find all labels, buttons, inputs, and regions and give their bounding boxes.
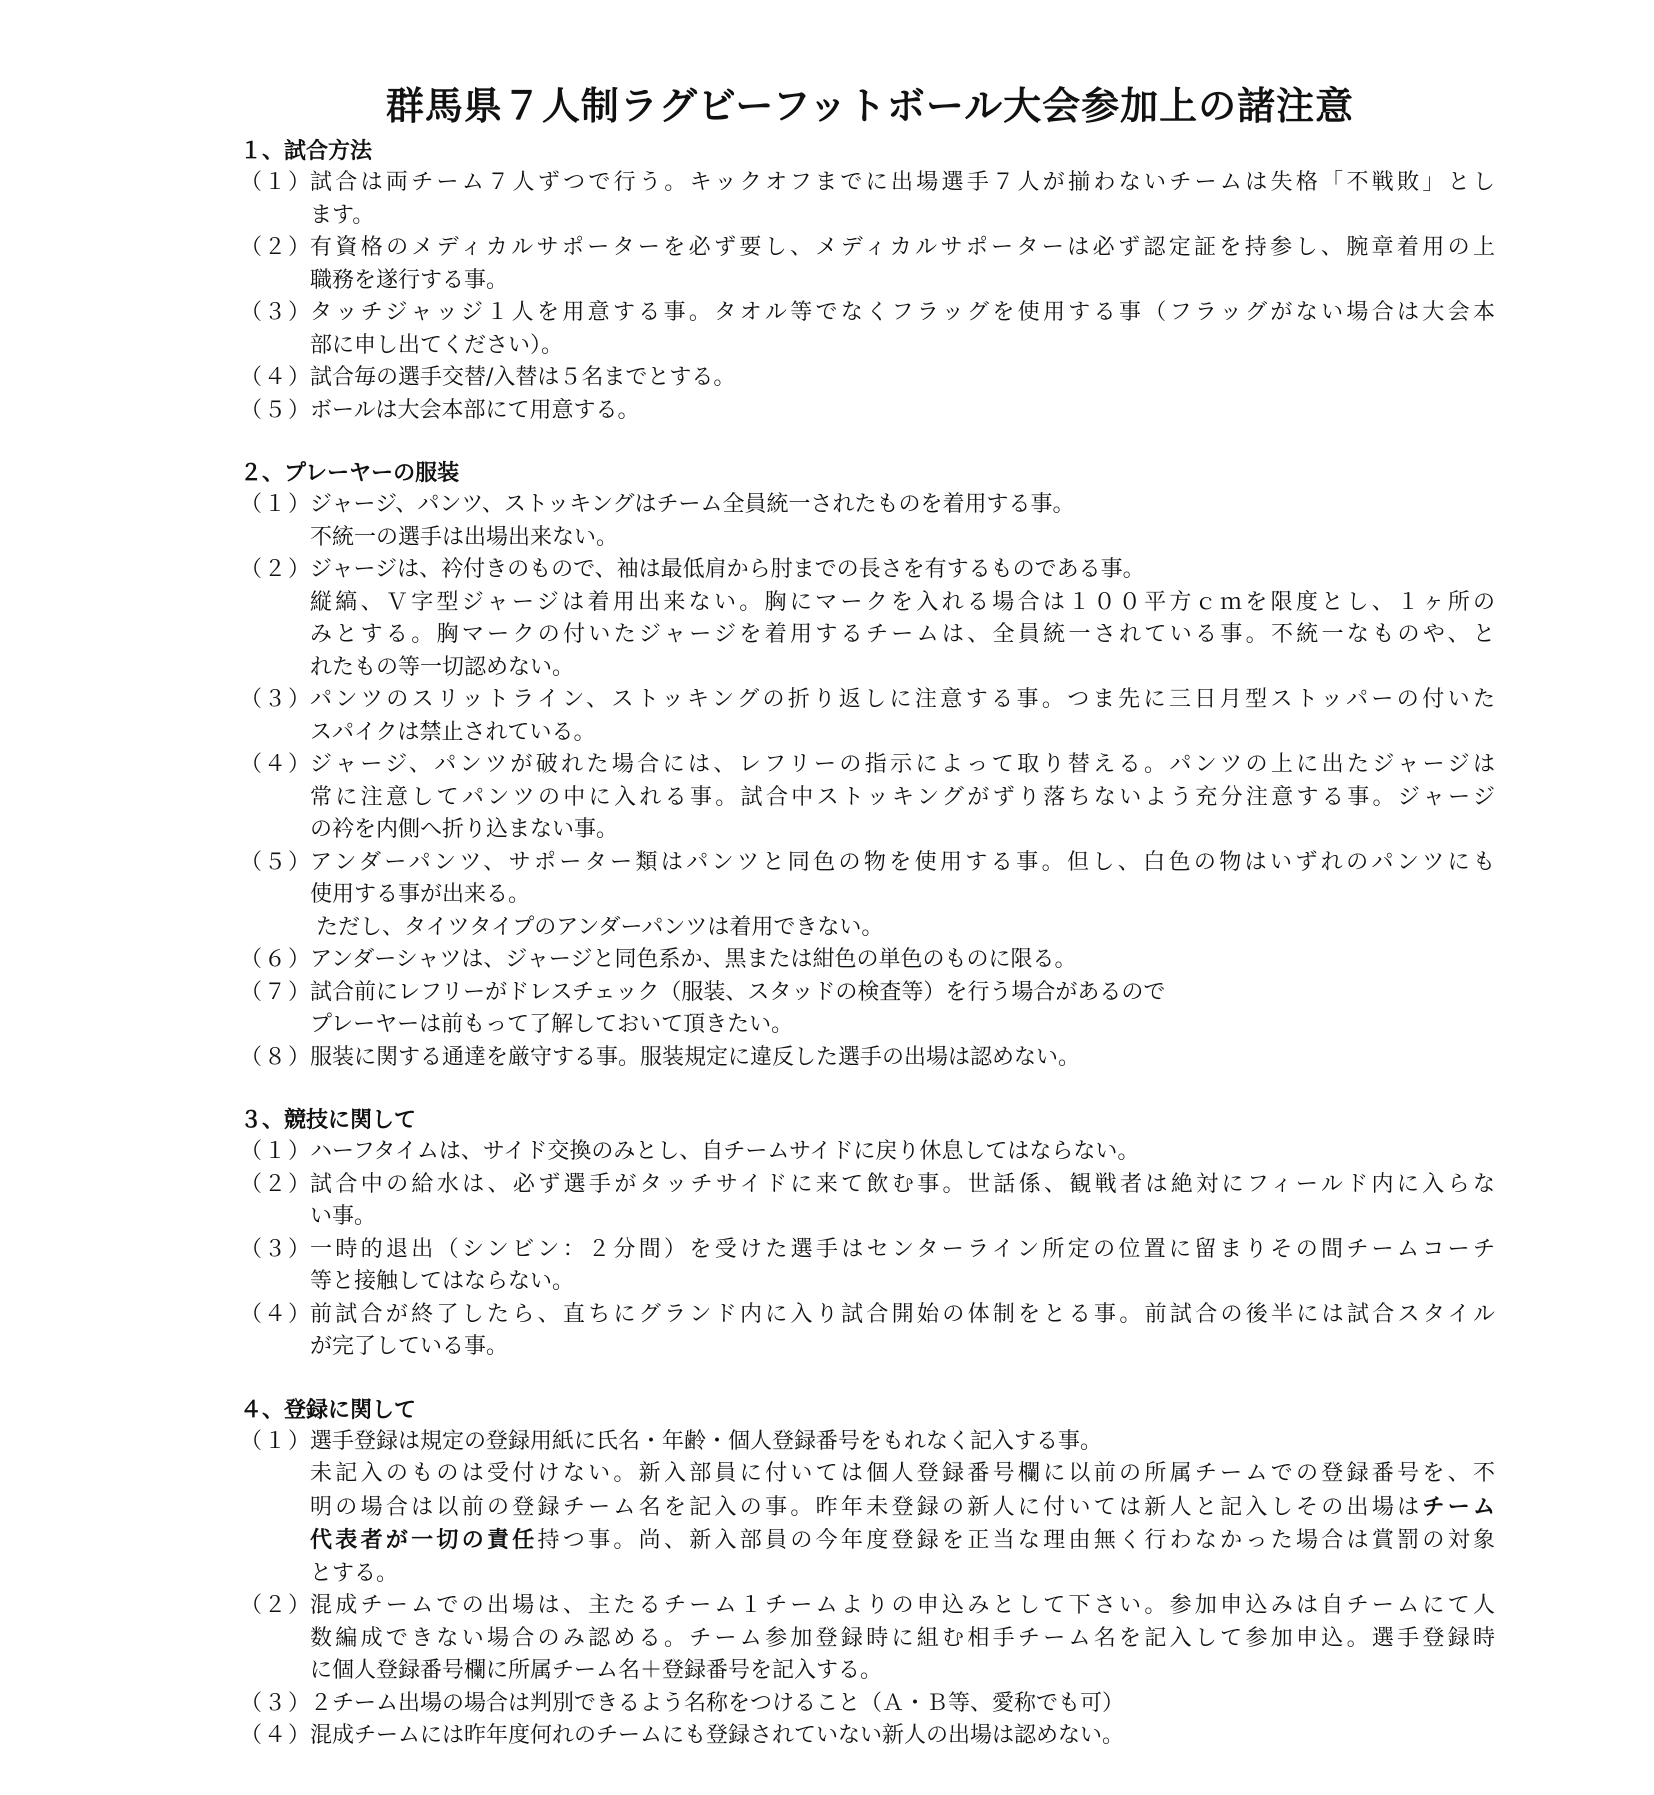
- section-heading: ３、競技に関して: [240, 1107, 417, 1133]
- item-line: アンダーシャツは、ジャージと同色系か、黒または紺色の単色のものに限る。: [310, 947, 1077, 972]
- item-number: （２）: [240, 557, 313, 582]
- list-item: [240, 1169, 1495, 1234]
- item-line: 服装に関する通達を厳守する事。服装規定に違反した選手の出場は認めない。: [310, 1044, 1081, 1070]
- list-item: [240, 489, 1495, 554]
- item-number: （２）: [240, 1593, 313, 1618]
- item-line: ２チーム出場の場合は判別できるよう名称をつけること（Ａ・Ｂ等、愛称でも可）: [310, 1690, 1125, 1716]
- item-line: 等と接触してはならない。: [310, 1269, 575, 1294]
- list-item: [240, 1688, 1495, 1721]
- item-line: が完了している事。: [310, 1334, 509, 1359]
- list-item: [240, 1426, 1495, 1591]
- item-line: ハーフタイムは、サイド交換のみとし、自チームサイドに戻り休息してはならない。: [310, 1139, 1140, 1164]
- item-line: スパイクは禁止されている。: [310, 719, 596, 745]
- list-item: [240, 1234, 1495, 1299]
- item-number: （２）: [240, 1171, 313, 1197]
- section-registration: [240, 1394, 1495, 1753]
- list-item: [240, 1720, 1495, 1753]
- list-item: [240, 297, 1495, 362]
- item-number: （４）: [240, 365, 313, 390]
- item-line: 縦縞、Ｖ字型ジャージは着用出来ない。胸にマークを入れる場合は１００平方ｃｍを限度とし、１ヶ所の: [310, 589, 1495, 615]
- item-line: の衿を内側へ折り込まない事。: [310, 817, 619, 842]
- item-line: ただし、タイツタイプのアンダーパンツは着用できない。: [316, 914, 884, 940]
- item-line: 職務を遂行する事。: [310, 267, 509, 293]
- item-line: に個人登録番号欄に所属チーム名＋登録番号を記入する。: [310, 1658, 883, 1683]
- item-line: 前試合が終了したら、直ちにグランド内に入り試合開始の体制をとる事。前試合の後半には試合スタイル: [310, 1301, 1495, 1327]
- item-text: 明の場合は以前の登録チーム名を記入の事。昨年未登録の新人に付いては新人と記入しその出場は: [310, 1494, 1423, 1520]
- item-line: [310, 1524, 1495, 1558]
- list-item: [240, 1136, 1495, 1169]
- item-number: （１）: [240, 170, 313, 195]
- item-line: ジャージは、衿付きのもので、袖は最低肩から肘までの長さを有するものである事。: [310, 557, 1145, 582]
- item-number: （２）: [240, 235, 313, 260]
- item-line: ボールは大会本部にて用意する。: [310, 397, 640, 423]
- list-item: [240, 1042, 1495, 1075]
- section-match-method: [240, 135, 1495, 427]
- list-item: [240, 1299, 1495, 1364]
- item-line: 混成チームには昨年度何れのチームにも登録されていない新人の出場は認めない。: [310, 1723, 1125, 1748]
- item-number: （６）: [240, 947, 313, 972]
- item-line: 未記入のものは受付けない。新入部員に付いては個人登録番号欄に以前の所属チームでの登録番号を、不: [310, 1461, 1495, 1486]
- item-line: アンダーパンツ、サポーター類はパンツと同色の物を使用する事。但し、白色の物はいずれのパンツにも: [310, 849, 1495, 875]
- list-item: [240, 684, 1495, 749]
- item-number: （４）: [240, 1301, 313, 1327]
- item-line: 試合は両チーム７人ずつで行う。キックオフまでに出場選手７人が揃わないチームは失格「不戦敗」とし: [310, 170, 1495, 195]
- item-line: パンツのスリットライン、ストッキングの折り返しに注意する事。つま先に三日月型ストッパーの付いた: [310, 687, 1495, 712]
- list-item: [240, 1590, 1495, 1688]
- item-number: （１）: [240, 492, 313, 517]
- item-line: 常に注意してパンツの中に入れる事。試合中ストッキングがずり落ちないよう充分注意する事。ジャージ: [310, 784, 1495, 810]
- list-item: [240, 167, 1495, 232]
- item-line: 試合中の給水は、必ず選手がタッチサイドに来て飲む事。世話係、観戦者は絶対にフィールド内に入らな: [310, 1171, 1495, 1197]
- list-item: [240, 554, 1495, 684]
- section-player-attire: [240, 457, 1495, 1074]
- item-line: ます。: [310, 202, 375, 228]
- item-line: 試合前にレフリーがドレスチェック（服装、スタッドの検査等）を行う場合があるので: [310, 979, 1166, 1005]
- emphasis-text: 代表者が一切の責任: [310, 1527, 538, 1553]
- item-number: （４）: [240, 1723, 313, 1748]
- item-number: （５）: [240, 849, 313, 875]
- item-number: （３）: [240, 300, 313, 325]
- item-line: とする。: [310, 1560, 399, 1586]
- item-line: タッチジャッジ１人を用意する事。タオル等でなくフラッグを使用する事（フラッグがない場合は大会本: [310, 300, 1495, 325]
- list-item: [240, 944, 1495, 977]
- section-heading: ２、プレーヤーの服装: [240, 460, 460, 486]
- item-number: （３）: [240, 1690, 313, 1716]
- item-number: （８）: [240, 1044, 313, 1070]
- item-line: れたもの等一切認めない。: [310, 654, 575, 680]
- item-line: ジャージ、パンツ、ストッキングはチーム全員統一されたものを着用する事。: [310, 492, 1075, 517]
- item-number: （３）: [240, 1236, 313, 1262]
- section-heading: １、試合方法: [240, 138, 373, 164]
- item-number: （７）: [240, 979, 313, 1005]
- item-number: （１）: [240, 1139, 313, 1164]
- item-number: （３）: [240, 687, 313, 712]
- item-line: 数編成できない場合のみ認める。チーム参加登録時に組む相手チーム名を記入して参加申込。選手登録時: [310, 1625, 1495, 1651]
- section-heading: ４、登録に関して: [240, 1396, 417, 1423]
- item-text: 持つ事。尚、新入部員の今年度登録を正当な理由無く行わなかった場合は賞罰の対象: [537, 1528, 1495, 1553]
- list-item: [240, 362, 1495, 395]
- document-title: 群馬県７人制ラグビーフットボール大会参加上の諸注意: [385, 83, 1355, 128]
- item-line: 選手登録は規定の登録用紙に氏名・年齢・個人登録番号をもれなく記入する事。: [310, 1428, 1103, 1454]
- list-item: [240, 232, 1495, 297]
- emphasis-text: チーム: [1422, 1493, 1495, 1520]
- list-item: [240, 749, 1495, 847]
- list-item: [240, 395, 1495, 428]
- list-item: [240, 847, 1495, 945]
- section-competition: [240, 1104, 1495, 1364]
- item-line: 部に申し出てください）。: [310, 332, 564, 358]
- item-line: みとする。胸マークの付いたジャージを着用するチームは、全員統一されている事。不統一なものや、と: [310, 622, 1495, 647]
- item-number: （４）: [240, 752, 313, 777]
- item-line: い事。: [310, 1204, 377, 1229]
- item-line: 一時的退出（シンビン：２分間）を受けた選手はセンターライン所定の位置に留まりその間チームコーチ: [310, 1236, 1495, 1262]
- document-body: [240, 135, 1495, 1753]
- item-line: プレーヤーは前もって了解しておいて頂きたい。: [310, 1012, 794, 1037]
- item-line: ジャージ、パンツが破れた場合には、レフリーの指示によって取り替える。パンツの上に出たジャージは: [310, 752, 1495, 777]
- item-line: 試合毎の選手交替/入替は５名までとする。: [310, 365, 736, 390]
- list-item: [240, 977, 1495, 1042]
- item-line: [310, 1491, 1495, 1525]
- item-line: 使用する事が出来る。: [310, 882, 531, 907]
- item-number: （１）: [240, 1428, 313, 1454]
- item-line: 混成チームでの出場は、主たるチーム１チームよりの申込みとして下さい。参加申込みは自チームにて人: [310, 1593, 1495, 1618]
- item-number: （５）: [240, 397, 313, 423]
- item-line: 有資格のメディカルサポーターを必ず要し、メディカルサポーターは必ず認定証を持参し、腕章着用の上: [310, 235, 1495, 260]
- item-line: 不統一の選手は出場出来ない。: [310, 524, 619, 550]
